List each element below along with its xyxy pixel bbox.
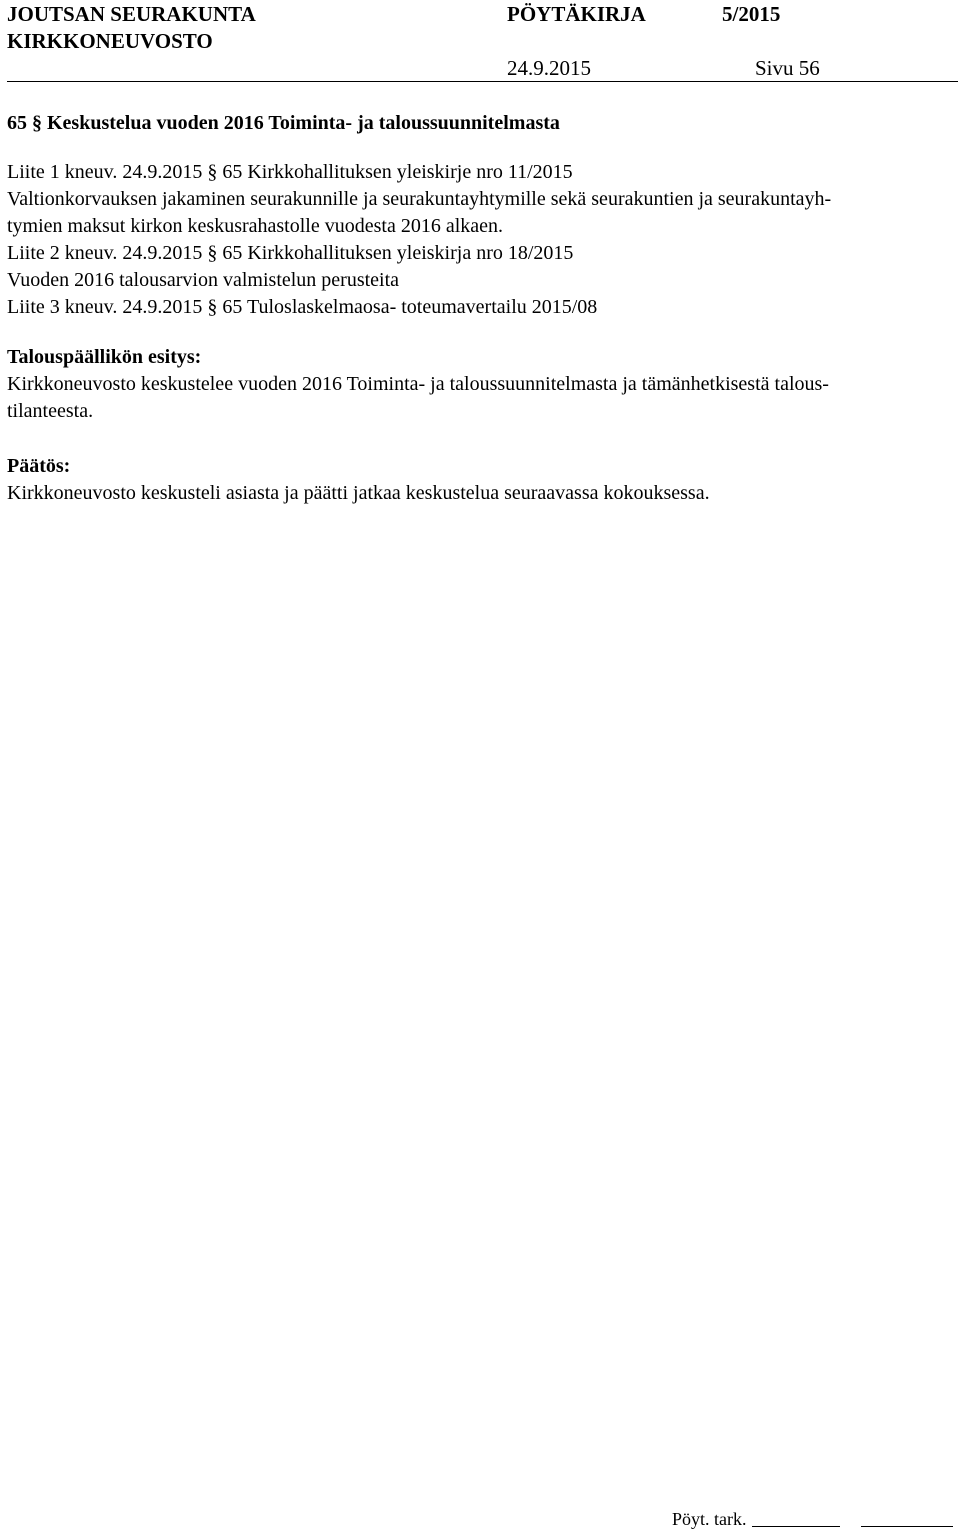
- attachment-line: tymien maksut kirkon keskusrahastolle vuodesta 2016 alkaen.: [7, 215, 504, 237]
- attachment-line: Liite 1 kneuv. 24.9.2015 § 65 Kirkkohallituksen yleiskirje nro 11/2015: [7, 161, 573, 183]
- document-type: PÖYTÄKIRJA: [507, 2, 646, 26]
- attachment-line: Vuoden 2016 talousarvion valmistelun perusteita: [7, 269, 400, 291]
- proposal-text-line: Kirkkoneuvosto keskustelee vuoden 2016 Toiminta- ja taloussuunnitelmasta ja tämänhetkisestä talous-: [7, 373, 829, 395]
- signature-line: [861, 1526, 953, 1527]
- document-number: 5/2015: [722, 2, 781, 26]
- proposal-text-line: tilanteesta.: [7, 400, 94, 422]
- proposal-label: Talouspäällikön esitys:: [7, 346, 202, 368]
- signature-line: [752, 1526, 840, 1527]
- organization-name: JOUTSAN SEURAKUNTA: [7, 2, 256, 26]
- minutes-checker-label: Pöyt. tark.: [672, 1509, 747, 1529]
- decision-label: Päätös:: [7, 455, 71, 477]
- page-number: Sivu 56: [755, 56, 820, 80]
- decision-text: Kirkkoneuvosto keskusteli asiasta ja päätti jatkaa keskustelua seuraavassa kokouksessa.: [7, 482, 710, 504]
- section-heading: 65 § Keskustelua vuoden 2016 Toiminta- ja taloussuunnitelmasta: [7, 112, 560, 134]
- attachment-line: Liite 3 kneuv. 24.9.2015 § 65 Tuloslaskelmaosa- toteumavertailu 2015/08: [7, 296, 598, 318]
- governing-body: KIRKKONEUVOSTO: [7, 29, 213, 53]
- meeting-date: 24.9.2015: [507, 56, 591, 80]
- header-divider: [7, 81, 958, 82]
- attachment-line: Valtionkorvauksen jakaminen seurakunnille ja seurakuntayhtymille sekä seurakuntien ja seurakuntayh-: [7, 188, 832, 210]
- attachment-line: Liite 2 kneuv. 24.9.2015 § 65 Kirkkohallituksen yleiskirja nro 18/2015: [7, 242, 574, 264]
